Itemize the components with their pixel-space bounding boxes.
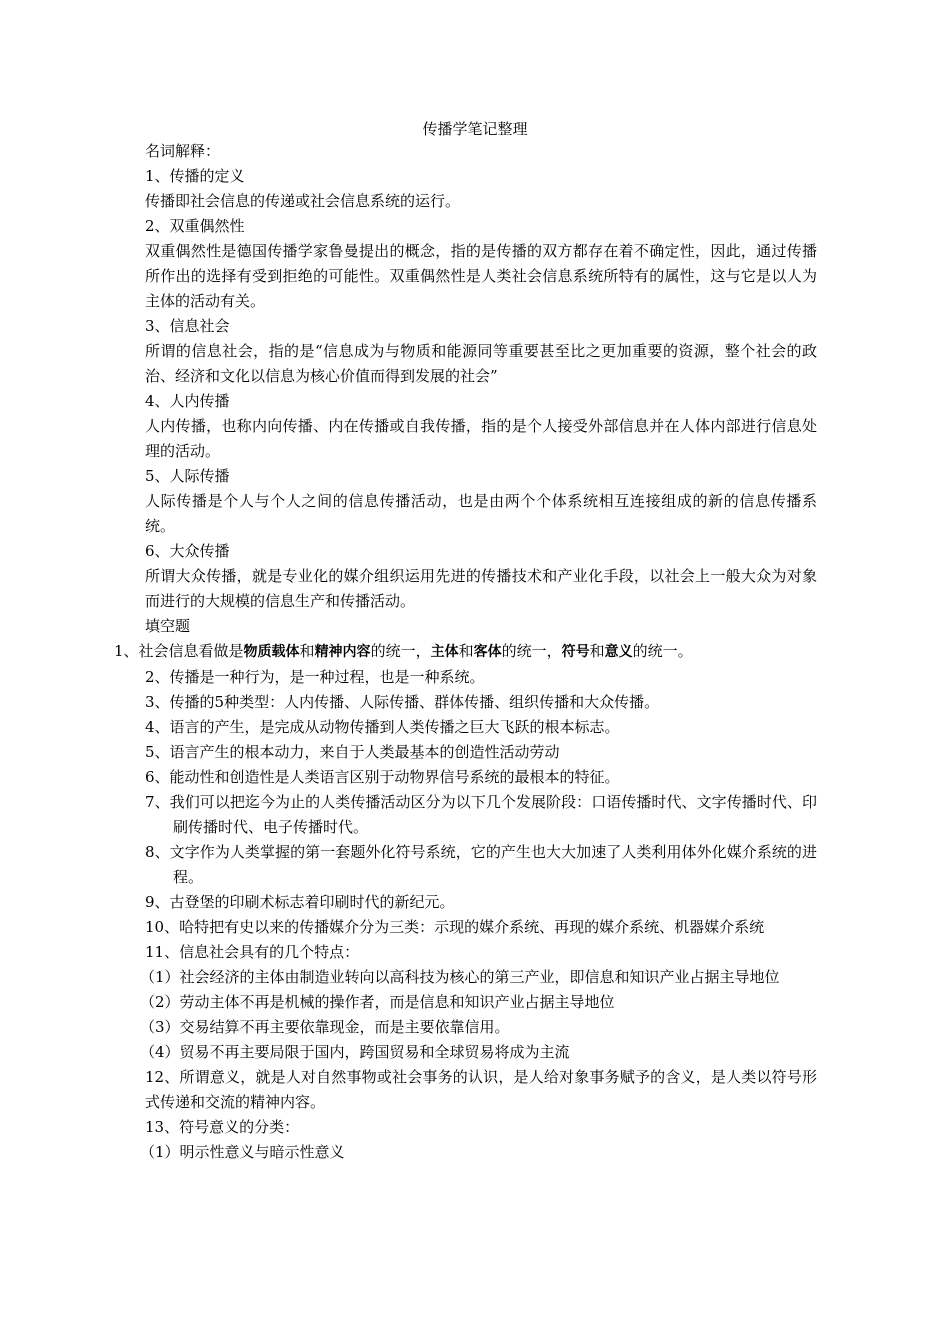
list-point: （4）贸易不再主要局限于国内，跨国贸易和全球贸易将成为主流 — [140, 1043, 570, 1061]
list-point: （3）交易结算不再主要依靠现金，而是主要依靠信用。 — [140, 1018, 510, 1036]
fill-item: 4、语言的产生，是完成从动物传播到人类传播之巨大飞跃的根本标志。 — [145, 718, 620, 736]
fill-text: 和 — [458, 642, 474, 660]
fill-item-11-heading: 11、信息社会具有的几个特点： — [145, 943, 360, 961]
fill-item-13-heading: 13、符号意义的分类： — [145, 1118, 300, 1136]
bold-term: 主体 — [430, 644, 459, 660]
bold-term: 客体 — [473, 644, 502, 660]
fill-item: 7、我们可以把迄今为止的人类传播活动区分为以下几个发展阶段：口语传播时代、文字传播时代、印刷传播时代、电子传播时代。 — [145, 793, 817, 836]
fill-item: 10、哈特把有史以来的传播媒介分为三类：示现的媒介系统、再现的媒介系统、机器媒介系统 — [145, 918, 765, 936]
term-heading: 5、人际传播 — [145, 467, 230, 485]
term-definition: 所谓的信息社会，指的是“信息成为与物质和能源同等重要甚至比之更加重要的资源，整个社会的政治、经济和文化以信息为核心价值而得到发展的社会” — [145, 342, 817, 385]
bold-term: 符号 — [561, 644, 590, 660]
term-definition: 所谓大众传播，就是专业化的媒介组织运用先进的传播技术和产业化手段，以社会上一般大众为对象而进行的大规模的信息生产和传播活动。 — [145, 567, 817, 610]
bold-term: 物质载体 — [243, 644, 300, 660]
list-point: （1）社会经济的主体由制造业转向以高科技为核心的第三产业，即信息和知识产业占据主导地位 — [140, 968, 780, 986]
term-heading: 4、人内传播 — [145, 392, 230, 410]
fill-item: 9、古登堡的印刷术标志着印刷时代的新纪元。 — [145, 893, 455, 911]
document-body — [114, 139, 817, 1165]
fill-text: 和 — [589, 642, 605, 660]
fill-item: 2、传播是一种行为，是一种过程，也是一种系统。 — [145, 668, 485, 686]
term-heading: 3、信息社会 — [145, 317, 230, 335]
fill-text: 的统一， — [501, 642, 562, 660]
term-heading: 1、传播的定义 — [145, 167, 245, 185]
bold-term: 意义 — [604, 644, 633, 660]
term-definition: 人内传播，也称内向传播、内在传播或自我传播，指的是个人接受外部信息并在人体内部进行信息处理的活动。 — [145, 417, 817, 460]
fill-text: 的统一。 — [632, 642, 693, 660]
fill-text: 1、社会信息看做是 — [114, 642, 244, 660]
fill-text: 的统一， — [370, 642, 431, 660]
term-heading: 6、大众传播 — [145, 542, 230, 560]
bold-term: 精神内容 — [314, 644, 371, 660]
fill-item: 3、传播的5种类型：人内传播、人际传播、群体传播、组织传播和大众传播。 — [145, 693, 660, 711]
list-point: （2）劳动主体不再是机械的操作者，而是信息和知识产业占据主导地位 — [140, 993, 615, 1011]
term-heading: 2、双重偶然性 — [145, 217, 245, 235]
section-heading-terms: 名词解释： — [145, 142, 221, 160]
fill-item: 8、文字作为人类掌握的第一套题外化符号系统，它的产生也大大加速了人类利用体外化媒介系统的进程。 — [145, 843, 817, 886]
section-heading-fill-in: 填空题 — [145, 617, 191, 635]
term-definition: 人际传播是个人与个人之间的信息传播活动，也是由两个个体系统相互连接组成的新的信息传播系统。 — [145, 492, 817, 535]
term-definition: 双重偶然性是德国传播学家鲁曼提出的概念，指的是传播的双方都存在着不确定性，因此，通过传播所作出的选择有受到拒绝的可能性。双重偶然性是人类社会信息系统所特有的属性，这与它是以人为主体的活动有关。 — [145, 242, 817, 310]
list-point: （1）明示性意义与暗示性意义 — [140, 1143, 345, 1161]
fill-item-12: 12、所谓意义，就是人对自然事物或社会事务的认识，是人给对象事务赋予的含义，是人类以符号形式传递和交流的精神内容。 — [145, 1068, 817, 1111]
fill-item: 6、能动性和创造性是人类语言区别于动物界信号系统的最根本的特征。 — [145, 768, 620, 786]
term-definition: 传播即社会信息的传递或社会信息系统的运行。 — [145, 192, 461, 210]
fill-item: 5、语言产生的根本动力，来自于人类最基本的创造性活动劳动 — [145, 743, 560, 761]
fill-item-1 — [114, 639, 817, 665]
fill-text: 和 — [299, 642, 315, 660]
document-title: 传播学笔记整理 — [422, 120, 528, 138]
